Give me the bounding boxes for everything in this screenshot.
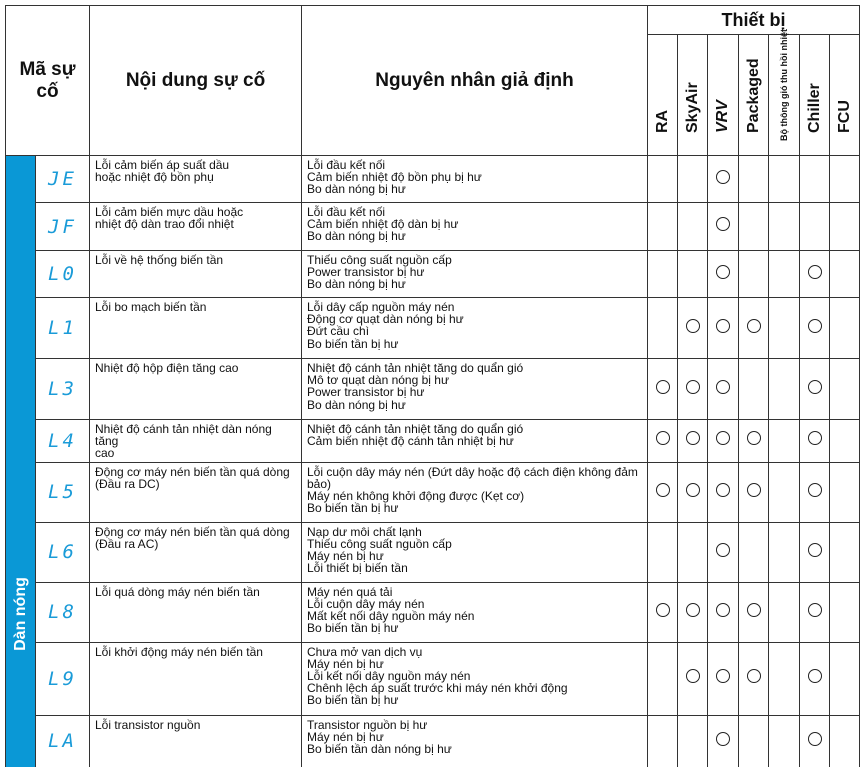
assumed-cause [302, 715, 648, 767]
assumed-cause-line: Cảm biến nhiệt độ bồn phụ bị hư [307, 170, 482, 185]
device-cell-heat-recovery-ventilator [769, 251, 800, 298]
applicable-circle-icon [716, 217, 730, 231]
applicable-circle-icon [686, 603, 700, 617]
table-row [6, 522, 860, 582]
applicable-circle-icon [747, 603, 761, 617]
assumed-cause-line: Mất kết nối dây nguồn máy nén [307, 609, 475, 624]
header-device-ra: RA [648, 35, 678, 156]
fault-code: JF [36, 203, 90, 251]
assumed-cause-line: Động cơ quạt dàn nóng bị hư [307, 312, 464, 327]
fault-description-line: Lỗi transistor nguồn [95, 717, 201, 732]
assumed-cause-line: Bo dàn nóng bị hư [307, 397, 406, 412]
fault-description [90, 359, 302, 420]
applicable-circle-icon [747, 431, 761, 445]
device-cell-fcu [830, 462, 860, 522]
device-cell-fcu [830, 715, 860, 767]
device-cell-vrv [708, 251, 739, 298]
device-cell-vrv [708, 522, 739, 582]
assumed-cause-line: Máy nén bị hư [307, 656, 384, 671]
applicable-circle-icon [716, 732, 730, 746]
assumed-cause-line: Chênh lệch áp suất trước khi máy nén khởi động [307, 681, 568, 696]
fault-description [90, 156, 302, 203]
assumed-cause-line: Nhiệt độ cánh tản nhiệt tăng do quẩn gió [307, 422, 524, 436]
fault-description-line: Nhiệt độ hộp điện tăng cao [95, 361, 239, 375]
device-cell-heat-recovery-ventilator [769, 156, 800, 203]
device-cell-fcu [830, 203, 860, 251]
assumed-cause-line: Đứt cầu chì [307, 324, 370, 339]
device-cell-skyair [678, 582, 708, 642]
table-row [6, 251, 860, 298]
assumed-cause-line: Chưa mở van dịch vụ [307, 644, 423, 659]
device-cell-heat-recovery-ventilator [769, 420, 800, 463]
fault-description-line: Lỗi cảm biến áp suất dầu [95, 158, 230, 172]
fault-description-line: Lỗi cảm biến mực dầu hoặc [95, 205, 244, 219]
header-device-fcu: FCU [830, 35, 860, 156]
device-cell-heat-recovery-ventilator [769, 298, 800, 359]
device-cell-skyair [678, 642, 708, 715]
device-cell-skyair [678, 203, 708, 251]
device-cell-packaged [739, 251, 769, 298]
applicable-circle-icon [808, 543, 822, 557]
applicable-circle-icon [656, 483, 670, 497]
device-cell-ra [648, 156, 678, 203]
device-cell-heat-recovery-ventilator [769, 642, 800, 715]
applicable-circle-icon [808, 483, 822, 497]
device-cell-chiller [800, 359, 830, 420]
device-cell-packaged [739, 156, 769, 203]
fault-description-line: Lỗi về hệ thống biến tần [95, 253, 224, 267]
fault-description [90, 462, 302, 522]
fault-code: L4 [36, 420, 90, 463]
header-fault-content: Nội dung sự cố [90, 6, 302, 156]
assumed-cause-line: Lỗi đầu kết nối [307, 158, 386, 172]
fault-description [90, 582, 302, 642]
device-cell-chiller [800, 298, 830, 359]
assumed-cause-line: Lỗi cuộn dây máy nén (Đứt dây hoặc độ cách điện không đảm [307, 464, 638, 479]
applicable-circle-icon [716, 319, 730, 333]
applicable-circle-icon [686, 380, 700, 394]
applicable-circle-icon [808, 431, 822, 445]
group-label-outdoor-unit: Dàn nóng [6, 156, 36, 767]
device-cell-chiller [800, 715, 830, 767]
table-row [6, 715, 860, 767]
device-cell-skyair [678, 359, 708, 420]
assumed-cause-line: Lỗi dây cấp nguồn máy nén [307, 300, 455, 314]
applicable-circle-icon [716, 265, 730, 279]
fault-description [90, 522, 302, 582]
applicable-circle-icon [808, 265, 822, 279]
device-cell-fcu [830, 156, 860, 203]
header-assumed-cause: Nguyên nhân giả định [302, 6, 648, 156]
device-cell-fcu [830, 582, 860, 642]
device-cell-chiller [800, 156, 830, 203]
applicable-circle-icon [686, 319, 700, 333]
device-cell-fcu [830, 522, 860, 582]
device-cell-fcu [830, 420, 860, 463]
device-cell-vrv [708, 203, 739, 251]
fault-description-line: (Đầu ra DC) [95, 476, 160, 491]
fault-description-line: Động cơ máy nén biến tần quá dòng [95, 464, 290, 479]
applicable-circle-icon [808, 319, 822, 333]
device-cell-heat-recovery-ventilator [769, 522, 800, 582]
fault-code: L6 [36, 522, 90, 582]
table-row [6, 642, 860, 715]
applicable-circle-icon [656, 431, 670, 445]
device-cell-packaged [739, 298, 769, 359]
assumed-cause-line: Máy nén không khởi động được (Kẹt cơ) [307, 489, 525, 504]
device-cell-packaged [739, 715, 769, 767]
device-cell-heat-recovery-ventilator [769, 462, 800, 522]
fault-description [90, 203, 302, 251]
fault-description-line: Lỗi bo mạch biến tần [95, 300, 207, 314]
device-cell-packaged [739, 203, 769, 251]
device-cell-chiller [800, 251, 830, 298]
fault-description-line: nhiệt độ dàn trao đổi nhiệt [95, 217, 234, 232]
table-row [6, 420, 860, 463]
device-cell-vrv [708, 582, 739, 642]
device-cell-ra [648, 462, 678, 522]
fault-description-line: Nhiệt độ cánh tản nhiệt dàn nóng tăng [95, 422, 272, 449]
device-cell-ra [648, 582, 678, 642]
assumed-cause-line: Lỗi thiết bị biến tần [307, 561, 408, 576]
device-cell-chiller [800, 203, 830, 251]
table-row [6, 156, 860, 203]
assumed-cause-line: Mô tơ quạt dàn nóng bị hư [307, 373, 449, 388]
assumed-cause-line: Power transistor bị hư [307, 385, 425, 400]
device-cell-skyair [678, 462, 708, 522]
applicable-circle-icon [716, 431, 730, 445]
header-fault-code: Mã sự cố [6, 6, 90, 156]
assumed-cause-line: Power transistor bị hư [307, 265, 425, 280]
assumed-cause-line: Máy nén quá tải [307, 584, 393, 599]
fault-description-line: Động cơ máy nén biến tần quá dòng [95, 524, 290, 539]
device-cell-fcu [830, 642, 860, 715]
device-cell-fcu [830, 251, 860, 298]
fault-code: L0 [36, 251, 90, 298]
device-cell-skyair [678, 715, 708, 767]
applicable-circle-icon [747, 483, 761, 497]
device-cell-chiller [800, 582, 830, 642]
device-cell-heat-recovery-ventilator [769, 582, 800, 642]
assumed-cause-line: Bo biến tần bị hư [307, 693, 399, 708]
device-cell-heat-recovery-ventilator [769, 203, 800, 251]
assumed-cause [302, 359, 648, 420]
applicable-circle-icon [686, 483, 700, 497]
assumed-cause-line: Bo biến tần bị hư [307, 336, 399, 351]
fault-description-line: Lỗi quá dòng máy nén biến tần [95, 584, 260, 599]
device-cell-ra [648, 522, 678, 582]
fault-description [90, 298, 302, 359]
device-cell-chiller [800, 642, 830, 715]
device-cell-fcu [830, 359, 860, 420]
assumed-cause-line: Bo dàn nóng bị hư [307, 277, 406, 292]
device-cell-packaged [739, 582, 769, 642]
device-cell-chiller [800, 522, 830, 582]
assumed-cause-line: Máy nén bị hư [307, 729, 384, 744]
table-row [6, 359, 860, 420]
header-devices: Thiết bị [648, 6, 860, 35]
applicable-circle-icon [808, 380, 822, 394]
applicable-circle-icon [808, 669, 822, 683]
assumed-cause-line: Cảm biến nhiệt độ dàn bị hư [307, 217, 459, 232]
assumed-cause [302, 156, 648, 203]
header-device-vrv: VRV [708, 35, 739, 156]
table-row [6, 203, 860, 251]
fault-description [90, 251, 302, 298]
fault-code: L3 [36, 359, 90, 420]
assumed-cause-line: bảo) [307, 476, 332, 491]
device-cell-vrv [708, 420, 739, 463]
device-cell-vrv [708, 715, 739, 767]
device-cell-vrv [708, 642, 739, 715]
assumed-cause [302, 642, 648, 715]
assumed-cause [302, 298, 648, 359]
device-cell-packaged [739, 462, 769, 522]
table-row [6, 298, 860, 359]
device-cell-packaged [739, 420, 769, 463]
assumed-cause-line: Bo biến tần dàn nóng bị hư [307, 742, 452, 757]
applicable-circle-icon [716, 543, 730, 557]
device-cell-packaged [739, 642, 769, 715]
assumed-cause [302, 582, 648, 642]
fault-description-line: hoặc nhiệt độ bồn phụ [95, 170, 214, 185]
fault-code: L8 [36, 582, 90, 642]
device-cell-heat-recovery-ventilator [769, 715, 800, 767]
device-cell-packaged [739, 359, 769, 420]
fault-code-table [5, 5, 860, 767]
device-cell-vrv [708, 156, 739, 203]
assumed-cause [302, 203, 648, 251]
assumed-cause-line: Nạp dư môi chất lạnh [307, 524, 422, 539]
header-device-skyair: SkyAir [678, 35, 708, 156]
assumed-cause-line: Bo dàn nóng bị hư [307, 182, 406, 197]
applicable-circle-icon [686, 669, 700, 683]
header-device-packaged: Packaged [739, 35, 769, 156]
assumed-cause-line: Thiếu công suất nguồn cấp [307, 253, 452, 267]
assumed-cause-line: Transistor nguồn bị hư [307, 717, 428, 732]
assumed-cause-line: Bo biến tần bị hư [307, 621, 399, 636]
assumed-cause-line: Lỗi kết nối dây nguồn máy nén [307, 669, 471, 684]
device-cell-ra [648, 298, 678, 359]
assumed-cause-line: Lỗi cuộn dây máy nén [307, 596, 425, 611]
table-row [6, 462, 860, 522]
device-cell-ra [648, 203, 678, 251]
device-cell-fcu [830, 298, 860, 359]
fault-description-line: (Đầu ra AC) [95, 536, 159, 551]
applicable-circle-icon [747, 319, 761, 333]
assumed-cause-line: Máy nén bị hư [307, 549, 384, 564]
applicable-circle-icon [808, 603, 822, 617]
header-device-chiller: Chiller [800, 35, 830, 156]
device-cell-chiller [800, 462, 830, 522]
fault-code: JE [36, 156, 90, 203]
fault-code: L9 [36, 642, 90, 715]
device-cell-vrv [708, 462, 739, 522]
assumed-cause-line: Lỗi đầu kết nối [307, 205, 386, 219]
fault-description [90, 715, 302, 767]
assumed-cause-line: Bo dàn nóng bị hư [307, 229, 406, 244]
assumed-cause-line: Nhiệt độ cánh tản nhiệt tăng do quẩn gió [307, 361, 524, 375]
device-cell-skyair [678, 156, 708, 203]
device-cell-heat-recovery-ventilator [769, 359, 800, 420]
fault-description-line: cao [95, 446, 115, 461]
assumed-cause [302, 522, 648, 582]
header-device-heat-recovery-ventilator: Bộ thông gió thu hồi nhiệt [769, 35, 800, 156]
applicable-circle-icon [747, 669, 761, 683]
fault-description [90, 420, 302, 463]
fault-code: L5 [36, 462, 90, 522]
device-cell-chiller [800, 420, 830, 463]
table-row [6, 582, 860, 642]
applicable-circle-icon [686, 431, 700, 445]
assumed-cause [302, 462, 648, 522]
device-cell-skyair [678, 298, 708, 359]
fault-description [90, 642, 302, 715]
fault-code: L1 [36, 298, 90, 359]
applicable-circle-icon [716, 669, 730, 683]
assumed-cause [302, 251, 648, 298]
device-cell-ra [648, 642, 678, 715]
applicable-circle-icon [656, 603, 670, 617]
device-cell-ra [648, 359, 678, 420]
applicable-circle-icon [716, 380, 730, 394]
applicable-circle-icon [808, 732, 822, 746]
device-cell-ra [648, 251, 678, 298]
device-cell-vrv [708, 359, 739, 420]
device-cell-skyair [678, 420, 708, 463]
device-cell-skyair [678, 522, 708, 582]
assumed-cause-line: Cảm biến nhiệt độ cánh tản nhiệt bị hư [307, 434, 514, 449]
device-cell-ra [648, 715, 678, 767]
assumed-cause-line: Bo biến tần bị hư [307, 501, 399, 516]
applicable-circle-icon [656, 380, 670, 394]
fault-code: LA [36, 715, 90, 767]
device-cell-packaged [739, 522, 769, 582]
assumed-cause-line: Thiếu công suất nguồn cấp [307, 536, 452, 551]
applicable-circle-icon [716, 170, 730, 184]
applicable-circle-icon [716, 483, 730, 497]
device-cell-vrv [708, 298, 739, 359]
assumed-cause [302, 420, 648, 463]
device-cell-skyair [678, 251, 708, 298]
device-cell-ra [648, 420, 678, 463]
fault-description-line: Lỗi khởi động máy nén biến tần [95, 644, 263, 659]
applicable-circle-icon [716, 603, 730, 617]
